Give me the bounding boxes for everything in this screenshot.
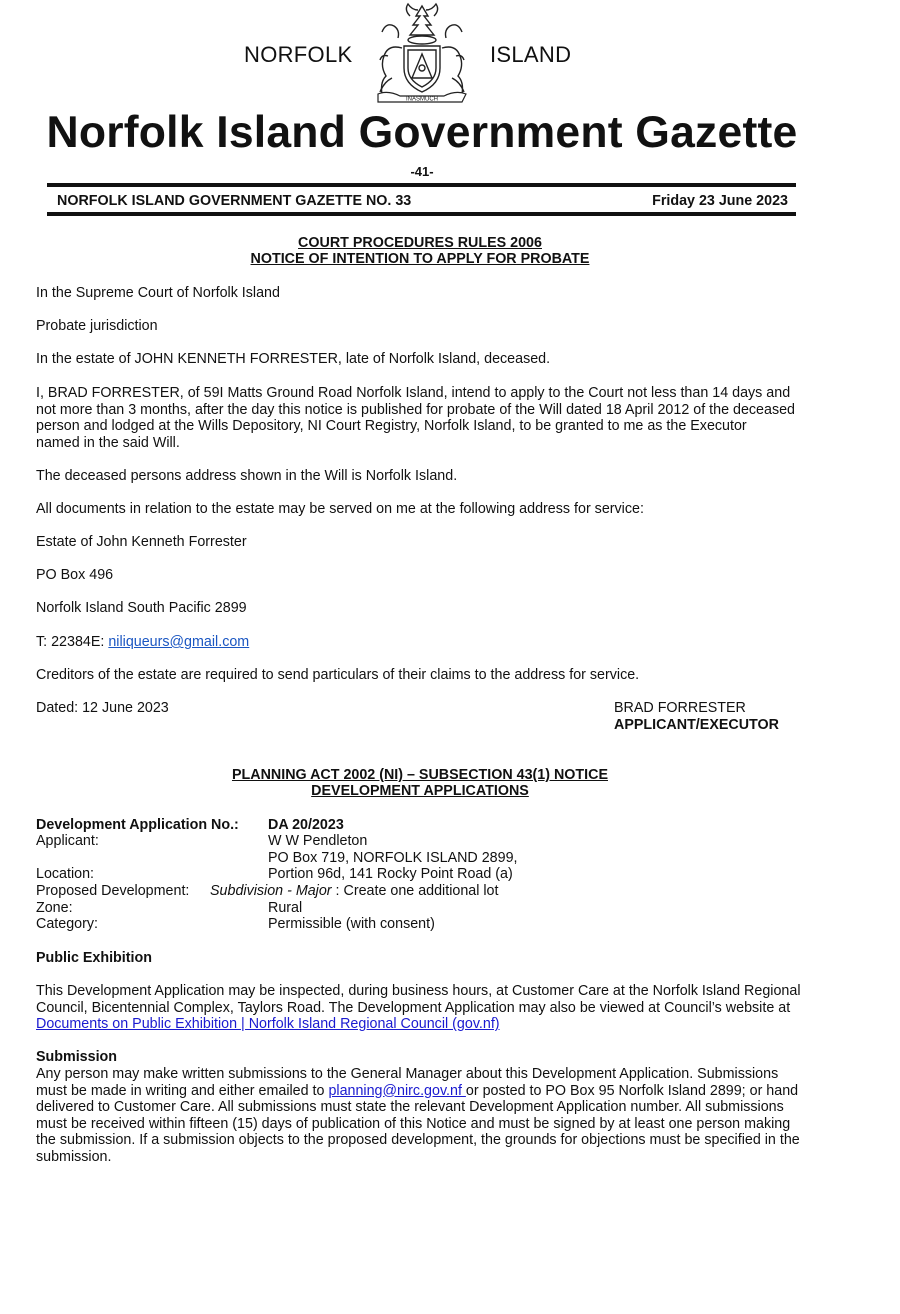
submission-heading: Submission xyxy=(36,1049,118,1065)
applicant-address-row xyxy=(36,850,816,867)
intention-line: person and lodged at the Wills Depository, NI Court Registry, Norfolk Island, to be granted to me as the Executor xyxy=(36,418,747,435)
probate-service-locality: Norfolk Island South Pacific 2899 xyxy=(36,600,247,616)
category-value: Permissible (with consent) xyxy=(268,916,435,932)
submission-before-email: must be made in writing and either emailed to xyxy=(36,1082,329,1099)
da-number-label: Development Application No.: xyxy=(36,817,239,833)
da-number-value: DA 20/2023 xyxy=(268,817,344,833)
gazette-title: Norfolk Island Government Gazette xyxy=(46,108,798,157)
probate-jurisdiction: Probate jurisdiction xyxy=(36,318,158,334)
location-value: Portion 96d, 141 Rocky Point Road (a) xyxy=(268,866,513,882)
applicant-address: PO Box 719, NORFOLK ISLAND 2899, xyxy=(268,850,518,866)
submission-after-email: or posted to PO Box 95 Norfolk Island 2899; or hand xyxy=(465,1082,799,1099)
masthead-right-word: ISLAND xyxy=(490,42,572,67)
proposed-row xyxy=(36,883,816,900)
submission-line xyxy=(36,1083,816,1100)
probate-address-in-will: The deceased persons address shown in the Will is Norfolk Island. xyxy=(36,468,458,484)
proposed-type: Subdivision - Major xyxy=(210,883,332,899)
issue-date: Friday 23 June 2023 xyxy=(652,193,788,209)
masthead-rule-top xyxy=(47,183,796,187)
page-number: -41- xyxy=(410,164,434,179)
da-number-row xyxy=(36,817,816,834)
signature-block xyxy=(614,700,779,733)
intention-line: I, BRAD FORRESTER, of 59I Matts Ground Road Norfolk Island, intend to apply to the Court not less than 14 days and xyxy=(36,385,791,401)
proposed-detail: : Create one additional lot xyxy=(331,883,499,899)
category-label: Category: xyxy=(36,916,98,932)
probate-court: In the Supreme Court of Norfolk Island xyxy=(36,285,280,301)
probate-creditors: Creditors of the estate are required to send particulars of their claims to the address for service. xyxy=(36,667,640,683)
probate-estate: In the estate of JOHN KENNETH FORRESTER, late of Norfolk Island, deceased. xyxy=(36,351,551,367)
exhibition-line: Council, Bicentennial Complex, Taylors Road. The Development Application may also be viewed at Council’s website at xyxy=(36,999,791,1016)
signatory-name: BRAD FORRESTER xyxy=(614,700,746,716)
exhibition-link[interactable]: Documents on Public Exhibition | Norfolk Island Regional Council (gov.nf) xyxy=(36,1016,500,1033)
applicant-label: Applicant: xyxy=(36,833,99,849)
probate-intention xyxy=(36,385,816,451)
submission-line: submission. xyxy=(36,1148,112,1165)
applicant-row xyxy=(36,833,816,850)
coat-of-arms-icon xyxy=(362,2,482,108)
probate-dated: Dated: 12 June 2023 xyxy=(36,700,169,716)
contact-prefix: T: 22384E: xyxy=(36,634,109,650)
zone-label: Zone: xyxy=(36,900,73,916)
intention-line: not more than 3 months, after the day this notice is published for probate of the Will dated 18 April 2012 of the deceased xyxy=(36,401,795,418)
probate-heading-2: NOTICE OF INTENTION TO APPLY FOR PROBATE xyxy=(250,251,590,267)
contact-email-link[interactable]: niliqueurs@gmail.com xyxy=(108,634,250,650)
probate-service-intro: All documents in relation to the estate may be served on me at the following address for service: xyxy=(36,501,644,517)
submission-line: must be received within fifteen (15) days of publication of this Notice and must be signed by at least one person making xyxy=(36,1115,791,1132)
masthead-rule-bottom xyxy=(47,212,796,216)
issue-row xyxy=(57,193,788,209)
submission-line: Any person may make written submissions to the General Manager about this Development Application. Submissions xyxy=(36,1066,779,1082)
probate-service-po-box: PO Box 496 xyxy=(36,567,114,583)
submission-text xyxy=(36,1066,816,1166)
exhibition-text xyxy=(36,983,816,1033)
planning-email-link[interactable]: planning@nirc.gov.nf xyxy=(328,1082,466,1099)
probate-contact xyxy=(36,634,816,651)
applicant-value: W W Pendleton xyxy=(268,833,368,849)
crest-motto: INASMUCH xyxy=(405,96,439,103)
proposed-value xyxy=(210,883,499,900)
probate-service-name: Estate of John Kenneth Forrester xyxy=(36,534,247,550)
zone-row xyxy=(36,900,816,917)
location-row xyxy=(36,866,816,883)
gazette-number: NORFOLK ISLAND GOVERNMENT GAZETTE NO. 33 xyxy=(57,193,412,209)
location-label: Location: xyxy=(36,866,95,882)
exhibition-heading: Public Exhibition xyxy=(36,950,152,966)
planning-heading-2: DEVELOPMENT APPLICATIONS xyxy=(311,783,529,799)
intention-line: named in the said Will. xyxy=(36,434,180,451)
submission-line: the submission. If a submission objects to the proposed development, the grounds for objections must be specified in the xyxy=(36,1132,800,1149)
submission-line: delivered to Customer Care. All submissions must state the relevant Development Application number. All submissions xyxy=(36,1099,784,1116)
zone-value: Rural xyxy=(268,900,303,916)
signatory-role: APPLICANT/EXECUTOR xyxy=(614,716,779,733)
planning-heading-1: PLANNING ACT 2002 (NI) – SUBSECTION 43(1) NOTICE xyxy=(231,767,608,783)
category-row xyxy=(36,916,816,933)
probate-heading-1: COURT PROCEDURES RULES 2006 xyxy=(298,235,542,251)
exhibition-line: This Development Application may be inspected, during business hours, at Customer Care at the Norfolk Island Regional xyxy=(36,983,801,999)
proposed-label: Proposed Development: xyxy=(36,883,190,899)
masthead-left-word: NORFOLK xyxy=(244,42,353,67)
